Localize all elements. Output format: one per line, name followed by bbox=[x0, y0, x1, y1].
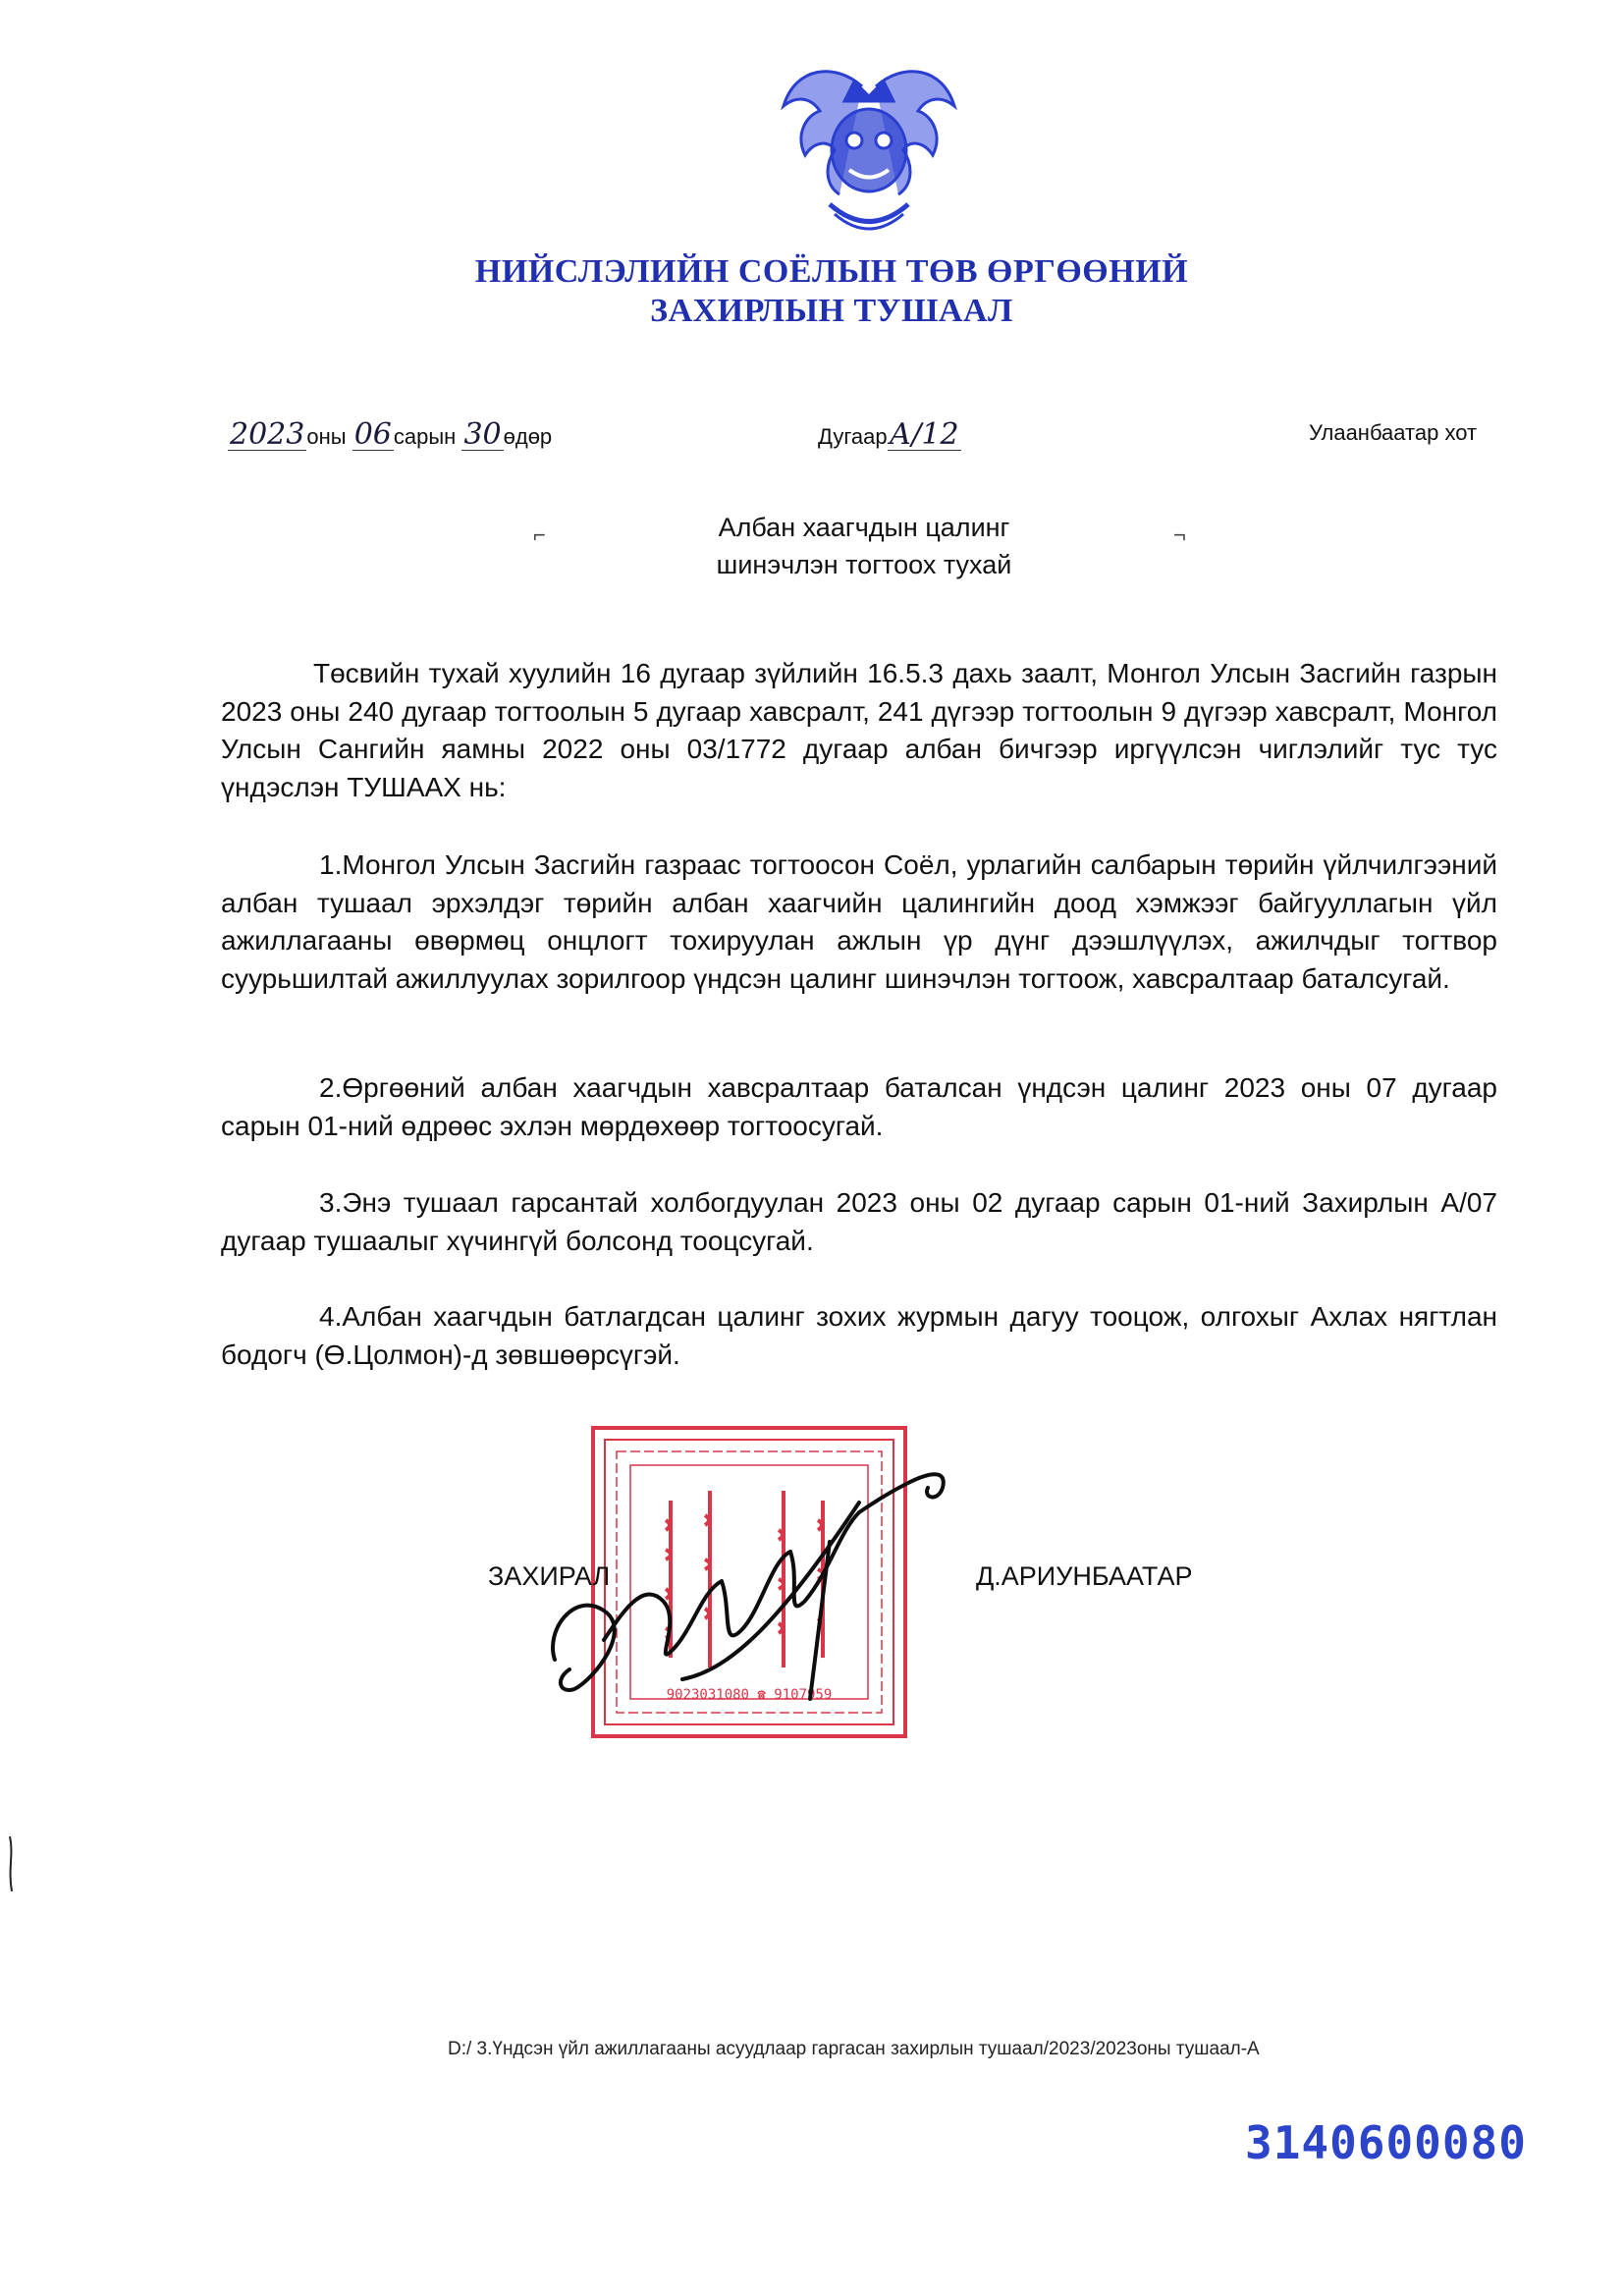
date-day-suffix: өдөр bbox=[503, 424, 553, 449]
scan-margin-mark bbox=[4, 1834, 18, 1893]
date-year-suffix: оны bbox=[306, 424, 347, 449]
subject-line-2: шинэчлэн тогтоох тухай bbox=[716, 550, 1012, 579]
organization-title: НИЙСЛЭЛИЙН СОЁЛЫН ТӨВ ӨРГӨӨНИЙ bbox=[474, 253, 1189, 290]
order-item-text: 4.Албан хаагчдын батлагдсан цалинг зохих журмын дагуу тооцож, олгохыг Ахлах нягтлан бодогч (Ө.Цолмон)-д зөвшөөрсүгэй. bbox=[221, 1301, 1497, 1370]
file-path: D:/ 3.Үндсэн үйл ажиллагааны асуудлаар гаргасан захирлын тушаал/2023/2023оны тушаал-А bbox=[448, 2039, 1260, 2059]
state-emblem-icon bbox=[776, 57, 962, 239]
city: Улаанбаатар хот bbox=[1309, 420, 1478, 445]
order-item-3 bbox=[221, 1184, 1497, 1260]
date-line bbox=[228, 417, 553, 452]
stamp-text: 9023031080 ☎ 9107959 bbox=[666, 1687, 833, 1703]
document-type-title: ЗАХИРЛЫН ТУШААЛ bbox=[650, 293, 1013, 329]
intro-text: Төсвийн тухай хуулийн 16 дугаар зүйлийн 16.5.3 дахь заалт, Монгол Улсын Засгийн газрын 2023 оны 240 дугаар тогтоолын 5 дугаар хавсралт, 241 дүгээр тогтоолын 9 дүгээр хавсралт, Монгол Улсын Сангийн яамны 2022 оны 03/1772 дугаар албан бичгээр иргүүлсэн чиглэлийг тус тус үндэслэн ТУШААХ нь: bbox=[221, 658, 1497, 802]
subject-line-1: Албан хаагчдын цалинг bbox=[718, 513, 1010, 542]
order-item-text: 3.Энэ тушаал гарсантай холбогдуулан 2023 оны 02 дугаар сарын 01-ний Захирлын А/07 дугаар тушаалыг хүчингүй болсонд тооцсугай. bbox=[221, 1187, 1497, 1256]
date-month: 06 bbox=[353, 417, 392, 452]
handwritten-signature bbox=[535, 1444, 967, 1728]
signer-name: Д.АРИУНБААТАР bbox=[976, 1561, 1193, 1591]
intro-paragraph bbox=[221, 655, 1497, 806]
subject-bracket-right: ¬ bbox=[1173, 522, 1186, 547]
order-item-2 bbox=[221, 1069, 1497, 1145]
registration-number: 3140600080 bbox=[1245, 2116, 1527, 2169]
date-year: 2023 bbox=[230, 417, 305, 452]
subject-bracket-left: ⌐ bbox=[533, 522, 546, 547]
document-number-line bbox=[818, 417, 961, 452]
order-item-text: 1.Монгол Улсын Засгийн газраас тогтоосон Соёл, урлагийн салбарын төрийн үйлчилгээний албан тушаал эрхэлдэг төрийн албан хаагчийн цалингийн доод хэмжээг байгууллагын үйл ажиллагааны өвөрмөц онцлогт тохируулан ажлын үр дүнг дээшлүүлэх, ажилчдыг тогтвор суурьшилтай ажиллуулах зорилгоор үндсэн цалинг шинэчлэн тогтоож, хавсралтаар баталсугай. bbox=[221, 849, 1497, 994]
subject bbox=[511, 509, 1218, 583]
signer-position: ЗАХИРАЛ bbox=[488, 1561, 611, 1591]
number-value: А/12 bbox=[889, 417, 959, 452]
date-day: 30 bbox=[463, 417, 502, 452]
order-item-text: 2.Өргөөний албан хаагчдын хавсралтаар баталсан үндсэн цалинг 2023 оны 07 дугаар сарын 01-ний өдрөөс эхлэн мөрдөхөөр тогтоосугай. bbox=[221, 1072, 1497, 1141]
date-month-suffix: сарын bbox=[393, 424, 457, 449]
order-item-1 bbox=[221, 847, 1497, 998]
number-label: Дугаар bbox=[818, 424, 888, 449]
order-item-4 bbox=[221, 1298, 1497, 1374]
